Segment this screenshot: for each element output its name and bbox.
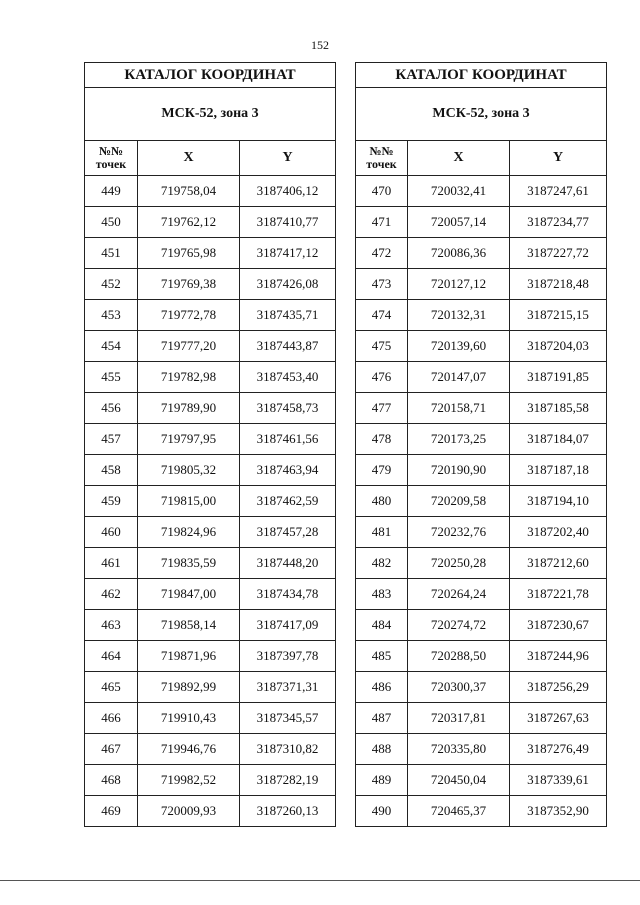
y-coordinate-cell: 3187227,72 [510,238,607,269]
point-number-cell: 482 [356,548,408,579]
y-coordinate-cell: 3187244,96 [510,641,607,672]
point-number-cell: 470 [356,176,408,207]
catalog-title: КАТАЛОГ КООРДИНАТ [85,63,336,88]
y-coordinate-cell: 3187406,12 [240,176,336,207]
x-coordinate-cell: 719892,99 [138,672,240,703]
point-number-cell: 483 [356,579,408,610]
y-coordinate-cell: 3187426,08 [240,269,336,300]
y-coordinate-cell: 3187212,60 [510,548,607,579]
column-header-y: Y [240,141,336,176]
y-coordinate-cell: 3187310,82 [240,734,336,765]
point-number-cell: 459 [85,486,138,517]
y-coordinate-cell: 3187230,67 [510,610,607,641]
table-row [85,331,336,362]
y-coordinate-cell: 3187463,94 [240,455,336,486]
x-coordinate-cell: 719805,32 [138,455,240,486]
y-coordinate-cell: 3187215,15 [510,300,607,331]
x-coordinate-cell: 720209,58 [408,486,510,517]
point-number-cell: 490 [356,796,408,827]
table-row [356,424,607,455]
table-row [356,517,607,548]
y-coordinate-cell: 3187204,03 [510,331,607,362]
point-number-cell: 451 [85,238,138,269]
x-coordinate-cell: 720086,36 [408,238,510,269]
point-number-cell: 475 [356,331,408,362]
point-number-cell: 471 [356,207,408,238]
table-row [85,579,336,610]
x-coordinate-cell: 720032,41 [408,176,510,207]
column-header-x: X [408,141,510,176]
table-row [356,548,607,579]
table-row [85,548,336,579]
point-number-cell: 468 [85,765,138,796]
table-row [85,703,336,734]
y-coordinate-cell: 3187256,29 [510,672,607,703]
catalog-subtitle: МСК-52, зона 3 [85,88,336,141]
point-number-cell: 487 [356,703,408,734]
table-row [356,393,607,424]
table-row [356,300,607,331]
x-coordinate-cell: 719824,96 [138,517,240,548]
table-row [85,207,336,238]
point-number-cell: 462 [85,579,138,610]
page-number: 152 [311,38,329,52]
point-number-cell: 477 [356,393,408,424]
x-coordinate-cell: 720132,31 [408,300,510,331]
coordinate-catalog-table-right [355,62,607,827]
y-coordinate-cell: 3187457,28 [240,517,336,548]
table-row [356,610,607,641]
x-coordinate-cell: 720158,71 [408,393,510,424]
y-coordinate-cell: 3187276,49 [510,734,607,765]
x-coordinate-cell: 719772,78 [138,300,240,331]
y-coordinate-cell: 3187461,56 [240,424,336,455]
point-number-cell: 460 [85,517,138,548]
y-coordinate-cell: 3187397,78 [240,641,336,672]
coordinate-catalog-table-left [84,62,336,827]
table-row [85,176,336,207]
point-number-cell: 485 [356,641,408,672]
x-coordinate-cell: 719835,59 [138,548,240,579]
y-coordinate-cell: 3187435,71 [240,300,336,331]
x-coordinate-cell: 719847,00 [138,579,240,610]
point-number-cell: 486 [356,672,408,703]
table-row [356,579,607,610]
point-number-cell: 461 [85,548,138,579]
y-coordinate-cell: 3187453,40 [240,362,336,393]
point-number-cell: 472 [356,238,408,269]
table-row [85,269,336,300]
table-row [85,486,336,517]
table-row [356,672,607,703]
y-coordinate-cell: 3187410,77 [240,207,336,238]
table-row [85,424,336,455]
x-coordinate-cell: 720274,72 [408,610,510,641]
point-number-cell: 479 [356,455,408,486]
table-row [85,765,336,796]
x-coordinate-cell: 719910,43 [138,703,240,734]
y-coordinate-cell: 3187434,78 [240,579,336,610]
y-coordinate-cell: 3187221,78 [510,579,607,610]
column-header-point-number: №№ точек [356,141,408,176]
point-number-cell: 452 [85,269,138,300]
x-coordinate-cell: 720335,80 [408,734,510,765]
table-row [356,455,607,486]
y-coordinate-cell: 3187184,07 [510,424,607,455]
table-row [356,331,607,362]
x-coordinate-cell: 719871,96 [138,641,240,672]
x-coordinate-cell: 720009,93 [138,796,240,827]
x-coordinate-cell: 719777,20 [138,331,240,362]
point-number-cell: 457 [85,424,138,455]
table-row [356,703,607,734]
x-coordinate-cell: 720190,90 [408,455,510,486]
y-coordinate-cell: 3187458,73 [240,393,336,424]
x-coordinate-cell: 719815,00 [138,486,240,517]
x-coordinate-cell: 719782,98 [138,362,240,393]
point-number-cell: 489 [356,765,408,796]
point-number-cell: 449 [85,176,138,207]
y-coordinate-cell: 3187417,12 [240,238,336,269]
point-number-cell: 458 [85,455,138,486]
table-row [85,362,336,393]
table-row [356,641,607,672]
table-row [356,486,607,517]
x-coordinate-cell: 720317,81 [408,703,510,734]
table-row [356,796,607,827]
table-row [85,672,336,703]
point-number-cell: 453 [85,300,138,331]
point-number-cell: 465 [85,672,138,703]
x-coordinate-cell: 719946,76 [138,734,240,765]
x-coordinate-cell: 720465,37 [408,796,510,827]
x-coordinate-cell: 720173,25 [408,424,510,455]
table-row [356,362,607,393]
y-coordinate-cell: 3187448,20 [240,548,336,579]
table-row [356,176,607,207]
point-number-cell: 464 [85,641,138,672]
x-coordinate-cell: 719797,95 [138,424,240,455]
x-coordinate-cell: 719769,38 [138,269,240,300]
y-coordinate-cell: 3187202,40 [510,517,607,548]
y-coordinate-cell: 3187187,18 [510,455,607,486]
x-coordinate-cell: 720139,60 [408,331,510,362]
x-coordinate-cell: 720127,12 [408,269,510,300]
y-coordinate-cell: 3187191,85 [510,362,607,393]
column-header-x: X [138,141,240,176]
table-row [356,765,607,796]
x-coordinate-cell: 720232,76 [408,517,510,548]
y-coordinate-cell: 3187462,59 [240,486,336,517]
x-coordinate-cell: 719765,98 [138,238,240,269]
x-coordinate-cell: 720288,50 [408,641,510,672]
x-coordinate-cell: 720450,04 [408,765,510,796]
bottom-divider [0,880,640,881]
point-number-cell: 480 [356,486,408,517]
point-number-cell: 473 [356,269,408,300]
table-row [356,207,607,238]
y-coordinate-cell: 3187282,19 [240,765,336,796]
point-number-cell: 481 [356,517,408,548]
table-row [85,300,336,331]
x-coordinate-cell: 719982,52 [138,765,240,796]
point-number-cell: 455 [85,362,138,393]
y-coordinate-cell: 3187234,77 [510,207,607,238]
x-coordinate-cell: 719858,14 [138,610,240,641]
column-header-point-number: №№ точек [85,141,138,176]
x-coordinate-cell: 720147,07 [408,362,510,393]
x-coordinate-cell: 720057,14 [408,207,510,238]
point-number-cell: 484 [356,610,408,641]
y-coordinate-cell: 3187417,09 [240,610,336,641]
y-coordinate-cell: 3187247,61 [510,176,607,207]
y-coordinate-cell: 3187194,10 [510,486,607,517]
y-coordinate-cell: 3187267,63 [510,703,607,734]
point-number-cell: 488 [356,734,408,765]
point-number-cell: 469 [85,796,138,827]
table-row [85,455,336,486]
point-number-cell: 463 [85,610,138,641]
table-row [85,517,336,548]
point-number-cell: 450 [85,207,138,238]
table-row [356,734,607,765]
y-coordinate-cell: 3187352,90 [510,796,607,827]
y-coordinate-cell: 3187218,48 [510,269,607,300]
y-coordinate-cell: 3187371,31 [240,672,336,703]
y-coordinate-cell: 3187443,87 [240,331,336,362]
table-row [85,393,336,424]
table-row [85,796,336,827]
point-number-cell: 476 [356,362,408,393]
x-coordinate-cell: 720300,37 [408,672,510,703]
point-number-cell: 456 [85,393,138,424]
point-number-cell: 474 [356,300,408,331]
x-coordinate-cell: 719762,12 [138,207,240,238]
point-number-cell: 478 [356,424,408,455]
x-coordinate-cell: 720264,24 [408,579,510,610]
table-row [85,238,336,269]
column-header-y: Y [510,141,607,176]
catalog-title: КАТАЛОГ КООРДИНАТ [356,63,607,88]
point-number-cell: 466 [85,703,138,734]
table-row [356,269,607,300]
table-row [356,238,607,269]
y-coordinate-cell: 3187260,13 [240,796,336,827]
point-number-cell: 454 [85,331,138,362]
x-coordinate-cell: 720250,28 [408,548,510,579]
y-coordinate-cell: 3187185,58 [510,393,607,424]
y-coordinate-cell: 3187339,61 [510,765,607,796]
catalog-subtitle: МСК-52, зона 3 [356,88,607,141]
table-row [85,641,336,672]
x-coordinate-cell: 719758,04 [138,176,240,207]
point-number-cell: 467 [85,734,138,765]
y-coordinate-cell: 3187345,57 [240,703,336,734]
table-row [85,610,336,641]
table-row [85,734,336,765]
x-coordinate-cell: 719789,90 [138,393,240,424]
